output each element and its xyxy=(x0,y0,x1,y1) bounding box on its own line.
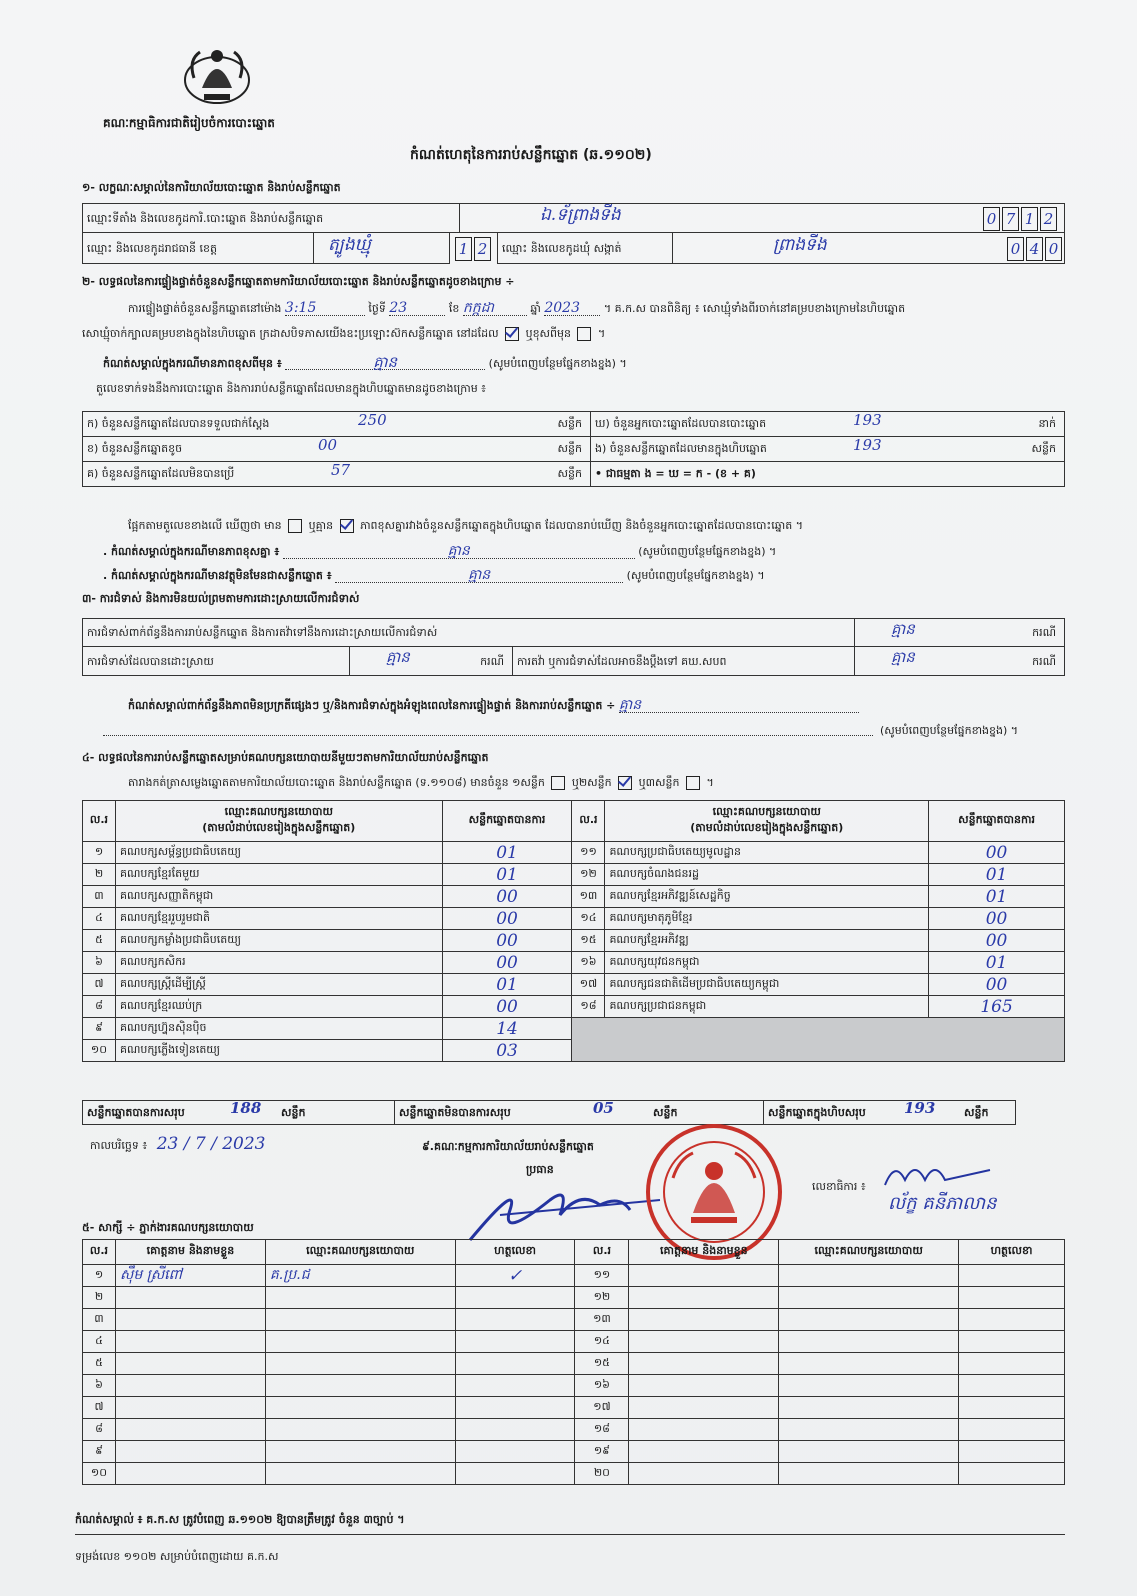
count-label: ឃ) ចំនួនអ្នកបោះឆ្នោតដែលបានបោះឆ្នោត xyxy=(595,417,767,430)
unchanged-checkbox[interactable] xyxy=(505,327,519,341)
footer-divider xyxy=(75,1534,1065,1535)
party-no: ១ xyxy=(83,842,116,864)
appeal-count: គ្មាន xyxy=(891,648,915,666)
s4-opt: ឬ៣សន្លឹក xyxy=(638,776,680,789)
form-title: កំណត់ហេតុនៃការរាប់សន្លឹកឆ្នោត (ឆ.១១០២) xyxy=(410,147,652,163)
party-votes: 00 xyxy=(442,996,572,1018)
authority-name: គណៈកម្មាធិការជាតិរៀបចំការបោះឆ្នោត xyxy=(103,116,275,130)
col-party-sub: (តាមលំដាប់លេខរៀងក្នុងសន្លឹកឆ្នោត) xyxy=(202,821,356,834)
party-no: ៣ xyxy=(83,886,116,908)
other-note-label: . កំណត់សម្គាល់ក្នុងករណីមានវត្ថុមិនមែនជាសន្លឹកឆ្នោត ៖ xyxy=(103,569,332,582)
changed-checkbox[interactable] xyxy=(577,327,591,341)
table-row xyxy=(83,1419,1065,1441)
table-row xyxy=(83,1331,1065,1353)
table-row xyxy=(83,1265,1065,1287)
total-invalid-cell xyxy=(394,1100,764,1125)
party-name: គណបក្សសញ្ញាតិកម្ពុជា xyxy=(115,886,442,908)
three-sheets-checkbox[interactable] xyxy=(686,776,700,790)
table-row xyxy=(83,864,1065,886)
footer-form-ref: ទម្រង់លេខ ១១០២ សម្រាប់បំពេញដោយ គ.ក.ស xyxy=(75,1550,279,1563)
witness-no: ៥ xyxy=(83,1353,116,1375)
s2-note-line xyxy=(103,355,627,371)
party-name: គណបក្សស្ត្រីដើម្បីស្ត្រី xyxy=(115,974,442,996)
verification-month: កក្កដា xyxy=(463,301,527,316)
party-name: គណបក្សយុវជនកម្ពុជា xyxy=(605,952,929,974)
s3-dotted-line xyxy=(103,723,873,736)
s2-other-note xyxy=(103,568,765,583)
count-label: ខ) ចំនួនសន្លឹកឆ្នោតខូច xyxy=(87,442,183,455)
party-votes: 00 xyxy=(929,908,1065,930)
s2-text: ឆ្នាំ xyxy=(530,302,541,315)
party-results-table xyxy=(82,800,1065,1062)
table-row xyxy=(83,1441,1065,1463)
total-invalid-value: 05 xyxy=(593,1100,614,1117)
commune-name: ព្រាងទីង xyxy=(773,235,827,255)
section5-title: ៥- សាក្សី ÷ ភ្នាក់ងារគណបក្សនយោបាយ xyxy=(82,1221,254,1234)
party-no: ៧ xyxy=(83,974,116,996)
code-digit: 2 xyxy=(474,237,491,261)
date-label: កាលបរិច្ឆេទ ៖ xyxy=(90,1139,148,1152)
witness-no: ៧ xyxy=(83,1397,116,1419)
s2-text: ឬខុសពីមុន xyxy=(525,327,571,340)
secretary-name: ល័ក្ខ គនីភាលាន xyxy=(888,1193,997,1214)
s2-text: ភាពខុសគ្នារវាងចំនួនសន្លឹកឆ្នោតក្នុងហិបឆ្នោត ដែលបានរាប់ឃើញ និងចំនួនអ្នកបោះឆ្នោតដែលបានបោះឆ្នោត ។ xyxy=(360,519,803,532)
polling-station-name: ឯ.ទ័ព្រាងទីង xyxy=(540,205,621,225)
party-name: គណបក្សកម្លាំងប្រជាធិបតេយ្យ xyxy=(115,930,442,952)
col-name: គោត្តនាម និងនាមខ្លួន xyxy=(115,1240,265,1265)
party-votes: 00 xyxy=(442,886,572,908)
col-party: ឈ្មោះគណបក្សនយោបាយ xyxy=(779,1240,959,1265)
count-row-c xyxy=(82,461,591,487)
spoiled-ballots-value: 00 xyxy=(318,436,338,454)
total-in-box-cell xyxy=(763,1100,1016,1125)
table-row xyxy=(83,1018,1065,1040)
s1-row1-value-cell xyxy=(459,203,1065,233)
witness-no: ១០ xyxy=(83,1463,116,1485)
party-votes: 01 xyxy=(929,952,1065,974)
party-no: ១៧ xyxy=(572,974,605,996)
objection-count: គ្មាន xyxy=(891,620,915,638)
col-votes: សន្លឹកឆ្នោតបានការ xyxy=(929,801,1065,842)
s1-row1-label: ឈ្មោះទីតាំង និងលេខកូដការិ.បោះឆ្នោត និងរាប់សន្លឹកឆ្នោត xyxy=(82,203,460,233)
s2-hint: (សូមបំពេញបន្ថែមផ្នែកខាងខ្នង) ។ xyxy=(626,569,765,582)
col-sign: ហត្ថលេខា xyxy=(959,1240,1065,1265)
party-name: គណបក្សខ្មែរឈប់ក្រ xyxy=(115,996,442,1018)
s3-note-line xyxy=(128,698,859,713)
party-no: ១២ xyxy=(572,864,605,886)
s2-text: ផ្អែកតាមតួលេខខាងលើ ឃើញថា មាន xyxy=(128,519,282,532)
party-no: ៦ xyxy=(83,952,116,974)
witness-no: ៦ xyxy=(83,1375,116,1397)
party-votes: 165 xyxy=(929,996,1065,1018)
witness-no: ៩ xyxy=(83,1441,116,1463)
total-valid-value: 188 xyxy=(230,1100,262,1117)
party-name: គណបក្សប្រជាជនកម្ពុជា xyxy=(605,996,929,1018)
witness-party: គ.ប្រ.ជ xyxy=(265,1265,455,1287)
witness-no: ១៥ xyxy=(575,1353,629,1375)
count-unit: សន្លឹក xyxy=(557,467,582,480)
party-name: គណបក្សកសិករ xyxy=(115,952,442,974)
s3-row1-value-cell xyxy=(854,618,1065,647)
formula-cell: • ជាធម្មតា ង = ឃ = ក - (ខ + គ) xyxy=(590,461,1065,487)
witness-name: ស៊ឹម ស្រីពៅ xyxy=(115,1265,265,1287)
col-name: គោត្តនាម និងនាមខ្លួន xyxy=(629,1240,779,1265)
col-votes: សន្លឹកឆ្នោតបានការ xyxy=(442,801,572,842)
two-sheets-checkbox[interactable] xyxy=(618,776,632,790)
s1-province-cell xyxy=(313,232,450,264)
party-votes: 00 xyxy=(929,930,1065,952)
party-name: គណបក្សចំណងជនរដ្ឋ xyxy=(605,864,929,886)
difference-yes-checkbox[interactable] xyxy=(288,519,302,533)
witness-no: ៤ xyxy=(83,1331,116,1353)
witness-no: ១១ xyxy=(575,1265,629,1287)
count-row-a xyxy=(82,411,591,437)
total-valid-cell xyxy=(82,1100,395,1125)
col-party-sub: (តាមលំដាប់លេខរៀងក្នុងសន្លឹកឆ្នោត) xyxy=(690,821,844,834)
party-votes: 14 xyxy=(442,1018,572,1040)
count-unit: សន្លឹក xyxy=(557,442,582,455)
count-unit: នាក់ xyxy=(1038,417,1056,430)
table-row xyxy=(83,908,1065,930)
s3-hint: (សូមបំពេញបន្ថែមផ្នែកខាងខ្នង) ។ xyxy=(880,724,1019,737)
party-name: គណបក្សមាតុភូមិខ្មែរ xyxy=(605,908,929,930)
s4-intro: តារាងកត់ត្រាសម្លេងឆ្នោតតាមការិយាល័យបោះឆ្នោត និងរាប់សន្លឹកឆ្នោត (ទ.១១០៨) មានចំនួន ១សន្លឹក xyxy=(128,776,545,789)
party-no: ១៣ xyxy=(572,886,605,908)
s2-note-value: គ្មាន xyxy=(285,355,485,370)
table-row xyxy=(83,1375,1065,1397)
witness-no: ១៧ xyxy=(575,1397,629,1419)
case-unit: ករណី xyxy=(1032,626,1056,639)
party-votes: 00 xyxy=(442,952,572,974)
party-no: ១៤ xyxy=(572,908,605,930)
resolved-count: គ្មាន xyxy=(386,648,410,666)
diff-note-label: . កំណត់សម្គាល់ក្នុងករណីមានភាពខុសគ្នា ៖ xyxy=(103,545,280,558)
table-row xyxy=(83,1309,1065,1331)
count-unit: សន្លឹក xyxy=(1031,442,1056,455)
code-digit: 0 xyxy=(1045,237,1062,261)
witness-no: ១៩ xyxy=(575,1441,629,1463)
s3-note-value: គ្មាន xyxy=(619,698,859,713)
party-name: គណបក្សជនជាតិដើមប្រជាធិបតេយ្យកម្ពុជា xyxy=(605,974,929,996)
col-party xyxy=(115,801,442,842)
case-unit: ករណី xyxy=(1032,655,1056,668)
code-digit: 7 xyxy=(1002,207,1019,231)
count-row-e xyxy=(590,436,1065,462)
party-votes: 00 xyxy=(929,974,1065,996)
party-name: គណបក្សសម្ព័ន្ធប្រជាធិបតេយ្យ xyxy=(115,842,442,864)
party-name: គណបក្សភ្លើងទៀនតេយ្យ xyxy=(115,1040,442,1062)
code-digit: 4 xyxy=(1026,237,1043,261)
party-no: ៥ xyxy=(83,930,116,952)
s3-resolved-cell xyxy=(349,646,513,676)
difference-no-checkbox[interactable] xyxy=(340,519,354,533)
table-row xyxy=(83,842,1065,864)
table-row xyxy=(83,952,1065,974)
party-no: ១៨ xyxy=(572,996,605,1018)
s2-text: សោឃ្មុំចាក់ក្បាលគម្របខាងក្នុងនៃហិបឆ្នោត ក្រដាសបិទភាសយើងឧះប្រឡោះស៊កសន្លឹកឆ្នោត នៅដដែល xyxy=(82,327,499,340)
verification-time: 3:15 xyxy=(285,301,365,316)
count-label: គ) ចំនួនសន្លឹកឆ្នោតដែលមិនបានប្រើ xyxy=(87,467,235,480)
table-row xyxy=(83,930,1065,952)
section4-title: ៤- លទ្ធផលនៃការរាប់សន្លឹកឆ្នោតសម្រាប់គណបក្សនយោបាយនីមួយៗតាមការិយាល័យរាប់សន្លឹកឆ្នោត xyxy=(82,751,489,764)
code-digit: 1 xyxy=(455,237,472,261)
count-label: ង) ចំនួនសន្លឹកឆ្នោតដែលមានក្នុងហិបឆ្នោត xyxy=(595,442,767,455)
s4-opt: ឬ២សន្លឹក xyxy=(571,776,612,789)
table-row xyxy=(83,1287,1065,1309)
total-unit: សន្លឹក xyxy=(281,1106,306,1119)
secretary-signature-icon xyxy=(880,1155,1000,1191)
total-invalid-label: សន្លឹកឆ្នោតមិនបានការសរុប xyxy=(399,1106,511,1119)
witness-no: ១៨ xyxy=(575,1419,629,1441)
s2-text: ថ្ងៃទី xyxy=(368,302,386,315)
date-line xyxy=(90,1134,266,1154)
footer-note: កំណត់សម្គាល់ ៖ គ.ក.ស ត្រូវបំពេញ ឆ.១១០២ ឱ្យបានត្រឹមត្រូវ ចំនួន ៣ច្បាប់ ។ xyxy=(75,1513,405,1526)
witness-no: ១ xyxy=(83,1265,116,1287)
national-emblem-icon xyxy=(182,40,252,106)
col-no: ល.រ xyxy=(83,801,116,842)
party-votes: 00 xyxy=(929,842,1065,864)
s3-appeal-cell xyxy=(854,646,1065,676)
unused-ballots-value: 57 xyxy=(331,461,351,479)
s1-commune-label: ឈ្មោះ និងលេខកូដឃុំ សង្កាត់ xyxy=(497,232,673,264)
party-votes: 03 xyxy=(442,1040,572,1062)
case-unit: ករណី xyxy=(480,655,504,668)
chair-label: ប្រធាន xyxy=(526,1163,554,1176)
count-unit: សន្លឹក xyxy=(557,417,582,430)
code-digit: 0 xyxy=(1007,237,1024,261)
s2-note-hint: (សូមបំពេញបន្ថែមផ្នែកខាងខ្នង) ។ xyxy=(488,357,627,370)
section1-title: ១- លក្ខណៈសម្គាល់នៃការិយាល័យបោះឆ្នោត និងរាប់សន្លឹកឆ្នោត xyxy=(82,181,341,194)
table-row xyxy=(83,1397,1065,1419)
witness-no: ២ xyxy=(83,1287,116,1309)
party-no: ៩ xyxy=(83,1018,116,1040)
s4-intro-line: តារាងកត់ត្រាសម្លេងឆ្នោតតាមការិយាល័យបោះឆ្នោត និងរាប់សន្លឹកឆ្នោត (ទ.១១០៨) មានចំនួន ១សន្លឹក ឬ២សន្លឹក ឬ៣សន្លឹក ។ xyxy=(128,776,714,789)
s2-verification-line xyxy=(128,301,905,316)
s2-text: ខែ xyxy=(448,302,460,315)
party-votes: 00 xyxy=(442,908,572,930)
count-row-d xyxy=(590,411,1065,437)
col-party-label: ឈ្មោះគណបក្សនយោបាយ xyxy=(224,805,333,818)
party-no: ៨ xyxy=(83,996,116,1018)
party-name: គណបក្សខ្មែររួបរួមជាតិ xyxy=(115,908,442,930)
total-valid-label: សន្លឹកឆ្នោតបានការសរុប xyxy=(87,1106,185,1119)
voters-value: 193 xyxy=(853,411,882,429)
party-no: ២ xyxy=(83,864,116,886)
col-party: ឈ្មោះគណបក្សនយោបាយ xyxy=(265,1240,455,1265)
province-name: ត្បូងឃ្មុំ xyxy=(328,235,371,255)
table-row xyxy=(83,974,1065,996)
s2-compare-line xyxy=(128,519,803,533)
party-no: ១៦ xyxy=(572,952,605,974)
ballots-in-box-value: 193 xyxy=(853,436,882,454)
party-votes: 01 xyxy=(442,864,572,886)
s3-row1-label: ការជំទាស់ពាក់ព័ន្ធនឹងការរាប់សន្លឹកឆ្នោត និងការតវ៉ាទៅនឹងការដោះស្រាយលើការជំទាស់ xyxy=(82,618,855,647)
s2-text: ។ គ.ក.ស បានពិនិត្យ ៖ សោឃ្មុំទាំងពីរចាក់នៅគម្របខាងក្រោមនៃហិបឆ្នោត xyxy=(603,302,906,315)
other-note-value: គ្មាន xyxy=(335,568,623,583)
s2-text: ឬគ្មាន xyxy=(308,519,334,532)
col-no: ល.រ xyxy=(83,1240,116,1265)
witness-no: ៣ xyxy=(83,1309,116,1331)
party-no: ៤ xyxy=(83,908,116,930)
table-row xyxy=(83,996,1065,1018)
section2-title: ២- លទ្ធផលនៃការផ្ទៀងផ្ទាត់ចំនួនសន្លឹកឆ្នោតតាមការិយាល័យបោះឆ្នោត និងរាប់សន្លឹកឆ្នោតដូចខាងក្រោម ÷ xyxy=(82,275,515,288)
code-digit: 2 xyxy=(1040,207,1057,231)
witness-no: ១៣ xyxy=(575,1309,629,1331)
verification-year: 2023 xyxy=(544,301,600,316)
col-no: ល.រ xyxy=(575,1240,629,1265)
party-name: គណបក្សខ្មែរតែមួយ xyxy=(115,864,442,886)
total-unit: សន្លឹក xyxy=(653,1106,678,1119)
s2-text: ការផ្ទៀងផ្ទាត់ចំនួនសន្លឹកឆ្នោតនៅម៉ោង xyxy=(128,302,282,315)
s3-appeal-label: ការតវ៉ា ឬការជំទាស់ដែលអាចនឹងប្តឹងទៅ គឃ.សបព xyxy=(512,646,855,676)
col-party-label: ឈ្មោះគណបក្សនយោបាយ xyxy=(712,805,821,818)
witness-no: ១៤ xyxy=(575,1331,629,1353)
committee-label: ៩.គណៈកម្មការការិយាល័យរាប់សន្លឹកឆ្នោត xyxy=(422,1140,594,1153)
party-name: គណបក្សហ្វ៊ុនស៊ិនប៉ិច xyxy=(115,1018,442,1040)
s2-note-label: កំណត់សម្គាល់ក្នុងករណីមានភាពខុសពីមុន ៖ xyxy=(103,357,282,370)
witness-no: ៨ xyxy=(83,1419,116,1441)
party-name: គណបក្សប្រជាធិបតេយ្យមូលដ្ឋាន xyxy=(605,842,929,864)
received-ballots-value: 250 xyxy=(358,411,387,429)
s2-diff-note xyxy=(103,544,776,559)
s2-hint: (សូមបំពេញបន្ថែមផ្នែកខាងខ្នង) ។ xyxy=(638,545,777,558)
table-row xyxy=(83,1353,1065,1375)
table-row xyxy=(83,886,1065,908)
total-in-box-value: 193 xyxy=(904,1100,936,1117)
date-value: 23 / 7 / 2023 xyxy=(156,1134,266,1154)
col-sign: ហត្ថលេខា xyxy=(455,1240,575,1265)
witness-signature: ✓ xyxy=(455,1265,575,1287)
witness-no: ២០ xyxy=(575,1463,629,1485)
s1-row2-label: ឈ្មោះ និងលេខកូដរាជធានី ខេត្ត xyxy=(82,232,314,264)
col-party xyxy=(605,801,929,842)
count-row-b xyxy=(82,436,591,462)
party-name: គណបក្សខ្មែរអភិវឌ្ឍ xyxy=(605,930,929,952)
table-row xyxy=(83,1463,1065,1485)
witness-table xyxy=(82,1239,1065,1485)
party-no: ១១ xyxy=(572,842,605,864)
col-no: ល.រ xyxy=(572,801,605,842)
total-in-box-label: សន្លឹកឆ្នោតក្នុងហិបសរុប xyxy=(768,1106,866,1119)
party-votes: 01 xyxy=(929,864,1065,886)
verification-day: 23 xyxy=(389,301,445,316)
code-digit: 0 xyxy=(983,207,1000,231)
witness-no: ១៦ xyxy=(575,1375,629,1397)
section3-title: ៣- ការជំទាស់ និងការមិនយល់ព្រមតាមការដោះស្រាយលើការជំទាស់ xyxy=(82,592,360,605)
one-sheet-checkbox[interactable] xyxy=(551,776,565,790)
party-votes: 01 xyxy=(442,974,572,996)
total-unit: សន្លឹក xyxy=(964,1106,989,1119)
s3-row2-label: ការជំទាស់ដែលបានដោះស្រាយ xyxy=(82,646,350,676)
code-digit: 1 xyxy=(1021,207,1038,231)
party-no: ១០ xyxy=(83,1040,116,1062)
count-label: ក) ចំនួនសន្លឹកឆ្នោតដែលបានទទួលជាក់ស្តែង xyxy=(87,417,270,430)
s3-note-label: កំណត់សម្គាល់ពាក់ព័ន្ធនឹងភាពមិនប្រក្រតីផ្សេងៗ ឬ/និងការជំទាស់ក្នុងអំឡុងពេលនៃការផ្ទៀងផ្ទាត់ និងការរាប់សន្លឹកឆ្នោត ÷ xyxy=(128,699,616,712)
secretary-label: លេខាធិការ ៖ xyxy=(812,1180,866,1193)
party-votes: 01 xyxy=(929,886,1065,908)
diff-note-value: គ្មាន xyxy=(283,544,635,559)
party-no: ១៥ xyxy=(572,930,605,952)
party-name: គណបក្សខ្មែរអភិវឌ្ឍន៍សេដ្ឋកិច្ច xyxy=(605,886,929,908)
witness-no: ១២ xyxy=(575,1287,629,1309)
s2-result-intro: តួលេខទាក់ទងនឹងការបោះឆ្នោត និងការរាប់សន្លឹកឆ្នោតដែលមានក្នុងហិបឆ្នោតមានដូចខាងក្រោម ៖ xyxy=(96,382,487,395)
shaded-empty-area xyxy=(572,1018,1065,1062)
party-votes: 01 xyxy=(442,842,572,864)
party-votes: 00 xyxy=(442,930,572,952)
s2-seal-line: សោឃ្មុំចាក់ក្បាលគម្របខាងក្នុងនៃហិបឆ្នោត ក្រដាសបិទភាសយើងឧះប្រឡោះស៊កសន្លឹកឆ្នោត នៅដដែល ឬខុសពីមុន ។ xyxy=(82,327,606,340)
